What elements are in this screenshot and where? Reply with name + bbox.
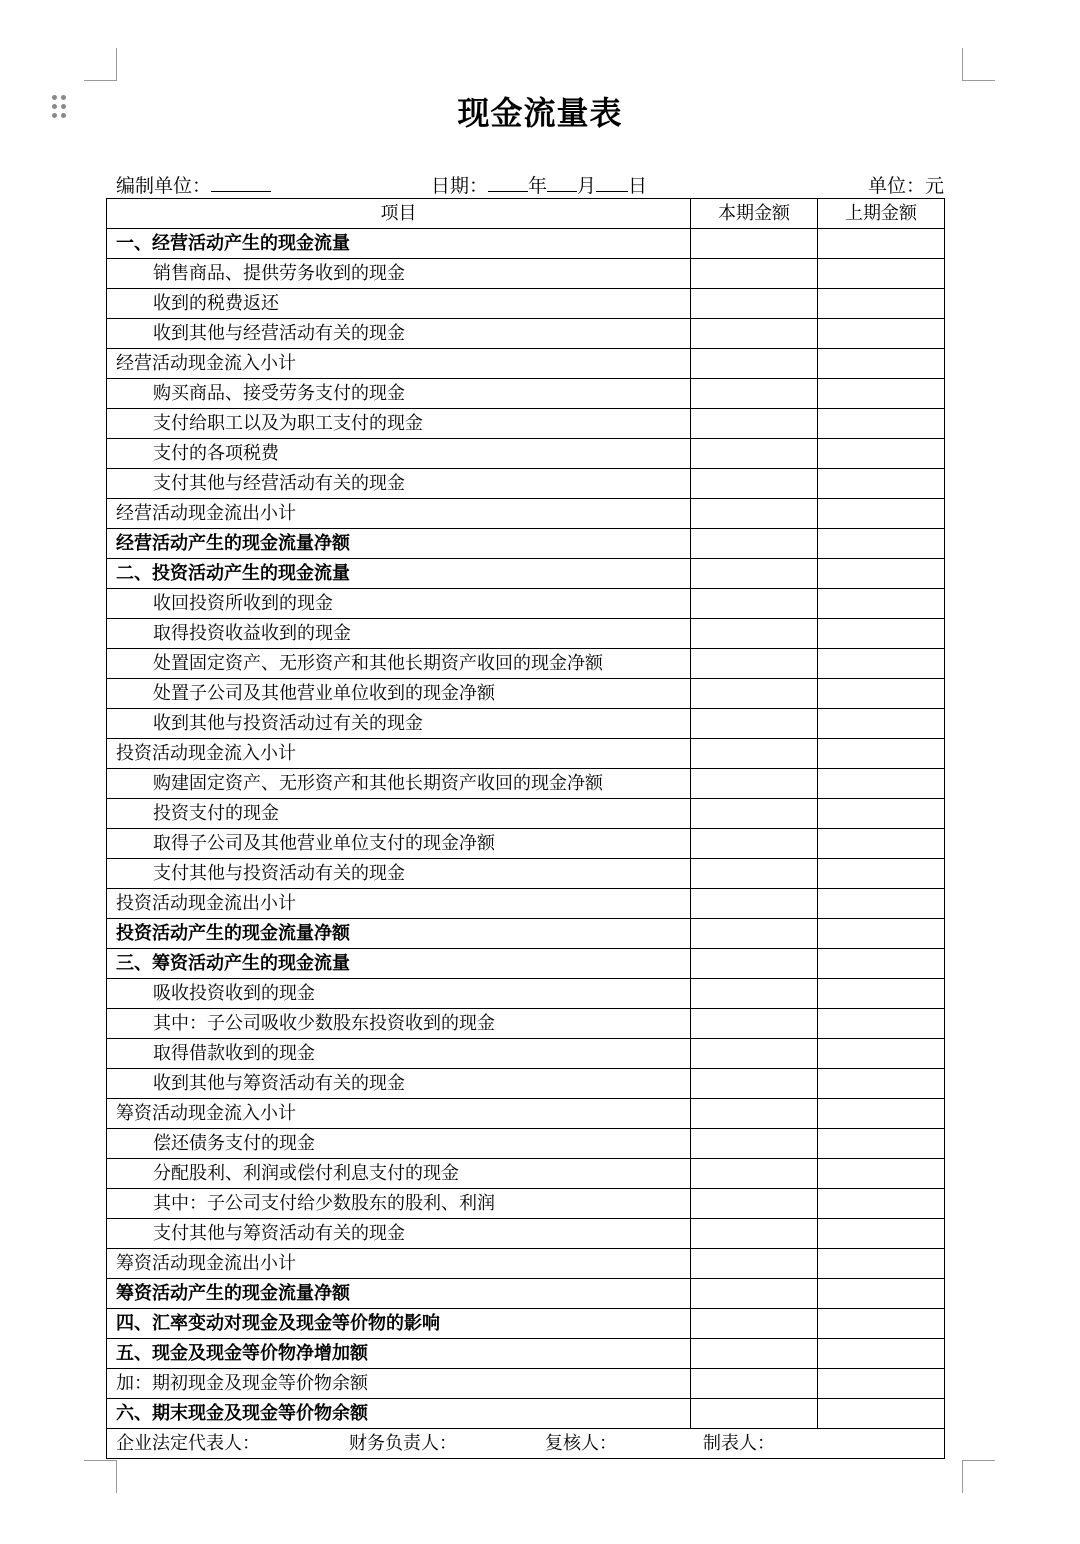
current-amount-cell[interactable] (691, 559, 818, 589)
current-amount-cell[interactable] (691, 409, 818, 439)
table-row (107, 379, 945, 409)
table-row (107, 1159, 945, 1189)
preparer-label: 制表人： (703, 1433, 775, 1454)
previous-amount-cell[interactable] (818, 709, 945, 739)
row-label: 加：期初现金及现金等价物余额 (107, 1369, 691, 1399)
current-amount-cell[interactable] (691, 709, 818, 739)
table-row (107, 589, 945, 619)
table-row (107, 1009, 945, 1039)
previous-amount-cell[interactable] (818, 1189, 945, 1219)
previous-amount-cell[interactable] (818, 1339, 945, 1369)
table-row (107, 709, 945, 739)
current-amount-cell[interactable] (691, 589, 818, 619)
row-label: 筹资活动现金流入小计 (107, 1099, 691, 1129)
previous-amount-cell[interactable] (818, 379, 945, 409)
previous-amount-cell[interactable] (818, 529, 945, 559)
current-amount-cell[interactable] (691, 1009, 818, 1039)
row-label: 销售商品、提供劳务收到的现金 (107, 259, 691, 289)
table-row (107, 349, 945, 379)
previous-amount-cell[interactable] (818, 589, 945, 619)
previous-amount-cell[interactable] (818, 1369, 945, 1399)
current-amount-cell[interactable] (691, 859, 818, 889)
row-label: 三、筹资活动产生的现金流量 (107, 949, 691, 979)
previous-amount-cell[interactable] (818, 799, 945, 829)
row-label: 支付的各项税费 (107, 439, 691, 469)
row-label: 筹资活动产生的现金流量净额 (107, 1279, 691, 1309)
row-label: 购买商品、接受劳务支付的现金 (107, 379, 691, 409)
current-amount-cell[interactable] (691, 469, 818, 499)
previous-amount-cell[interactable] (818, 1279, 945, 1309)
table-row (107, 1369, 945, 1399)
cash-flow-table (106, 198, 945, 1459)
row-label: 偿还债务支付的现金 (107, 1129, 691, 1159)
row-label: 六、期末现金及现金等价物余额 (107, 1399, 691, 1429)
previous-amount-cell[interactable] (818, 1399, 945, 1429)
current-amount-cell[interactable] (691, 649, 818, 679)
page-corner-mark (84, 48, 117, 81)
previous-amount-cell[interactable] (818, 1129, 945, 1159)
finance-head-label: 财务负责人： (349, 1433, 457, 1454)
page-corner-mark (962, 48, 995, 81)
current-amount-cell[interactable] (691, 529, 818, 559)
table-row (107, 769, 945, 799)
previous-amount-cell[interactable] (818, 949, 945, 979)
current-amount-cell[interactable] (691, 769, 818, 799)
legal-representative-label: 企业法定代表人： (116, 1433, 260, 1454)
previous-amount-cell[interactable] (818, 469, 945, 499)
current-amount-cell[interactable] (691, 889, 818, 919)
table-row (107, 649, 945, 679)
current-amount-cell[interactable] (691, 799, 818, 829)
row-label: 购建固定资产、无形资产和其他长期资产收回的现金净额 (107, 769, 691, 799)
current-amount-cell[interactable] (691, 1039, 818, 1069)
table-row (107, 799, 945, 829)
previous-amount-cell[interactable] (818, 499, 945, 529)
current-amount-cell[interactable] (691, 979, 818, 1009)
month-blank[interactable] (547, 173, 577, 192)
row-label: 投资活动产生的现金流量净额 (107, 919, 691, 949)
currency-unit: 单位：元 (868, 175, 945, 197)
table-row (107, 409, 945, 439)
row-label: 一、经营活动产生的现金流量 (107, 229, 691, 259)
previous-amount-cell[interactable] (818, 1069, 945, 1099)
current-amount-cell[interactable] (691, 319, 818, 349)
row-label: 吸收投资收到的现金 (107, 979, 691, 1009)
current-amount-cell[interactable] (691, 499, 818, 529)
row-label: 分配股利、利润或偿付利息支付的现金 (107, 1159, 691, 1189)
row-label: 投资支付的现金 (107, 799, 691, 829)
previous-amount-cell[interactable] (818, 559, 945, 589)
previous-amount-cell[interactable] (818, 769, 945, 799)
current-amount-cell[interactable] (691, 1129, 818, 1159)
table-row (107, 919, 945, 949)
previous-amount-cell[interactable] (818, 1219, 945, 1249)
month-label: 月 (577, 175, 597, 197)
prepared-by-label: 编制单位： (116, 175, 212, 197)
previous-amount-cell[interactable] (818, 979, 945, 1009)
previous-amount-cell[interactable] (818, 919, 945, 949)
table-header-row (107, 199, 945, 229)
previous-amount-cell[interactable] (818, 1039, 945, 1069)
previous-amount-cell[interactable] (818, 349, 945, 379)
current-amount-cell[interactable] (691, 1339, 818, 1369)
table-row (107, 1189, 945, 1219)
current-amount-cell[interactable] (691, 349, 818, 379)
current-amount-cell[interactable] (691, 1189, 818, 1219)
previous-amount-cell[interactable] (818, 1099, 945, 1129)
current-amount-cell[interactable] (691, 1279, 818, 1309)
year-label: 年 (528, 175, 548, 197)
table-row (107, 289, 945, 319)
table-row (107, 439, 945, 469)
table-row (107, 949, 945, 979)
previous-amount-cell[interactable] (818, 229, 945, 259)
row-label: 投资活动现金流出小计 (107, 889, 691, 919)
previous-amount-cell[interactable] (818, 1009, 945, 1039)
row-label: 筹资活动现金流出小计 (107, 1249, 691, 1279)
row-label: 支付其他与经营活动有关的现金 (107, 469, 691, 499)
table-row (107, 679, 945, 709)
table-row (107, 1039, 945, 1069)
table-row (107, 859, 945, 889)
row-label: 经营活动现金流入小计 (107, 349, 691, 379)
current-amount-cell[interactable] (691, 829, 818, 859)
prepared-by-field (116, 171, 271, 198)
table-row (107, 979, 945, 1009)
signature-row (107, 1429, 945, 1459)
page-title: 现金流量表 (457, 94, 623, 132)
row-label: 收到其他与经营活动有关的现金 (107, 319, 691, 349)
current-amount-cell[interactable] (691, 1369, 818, 1399)
table-row (107, 319, 945, 349)
current-amount-cell[interactable] (691, 739, 818, 769)
prepared-by-blank[interactable] (211, 173, 271, 192)
row-label: 收到的税费返还 (107, 289, 691, 319)
row-label: 投资活动现金流入小计 (107, 739, 691, 769)
current-amount-cell[interactable] (691, 289, 818, 319)
day-label: 日 (628, 175, 648, 197)
current-amount-cell[interactable] (691, 679, 818, 709)
previous-amount-cell[interactable] (818, 859, 945, 889)
previous-amount-cell[interactable] (818, 259, 945, 289)
signature-cell (107, 1429, 945, 1459)
date-label: 日期： (431, 175, 489, 197)
table-row (107, 619, 945, 649)
row-label: 其中：子公司吸收少数股东投资收到的现金 (107, 1009, 691, 1039)
current-amount-cell[interactable] (691, 619, 818, 649)
current-amount-cell[interactable] (691, 919, 818, 949)
table-row (107, 529, 945, 559)
previous-amount-cell[interactable] (818, 619, 945, 649)
year-blank[interactable] (488, 173, 528, 192)
column-header-item: 项目 (107, 199, 691, 229)
row-label: 其中：子公司支付给少数股东的股利、利润 (107, 1189, 691, 1219)
table-row (107, 829, 945, 859)
table-row (107, 559, 945, 589)
table-row (107, 469, 945, 499)
row-label: 取得投资收益收到的现金 (107, 619, 691, 649)
previous-amount-cell[interactable] (818, 319, 945, 349)
row-label: 取得借款收到的现金 (107, 1039, 691, 1069)
table-row (107, 1069, 945, 1099)
row-label: 支付给职工以及为职工支付的现金 (107, 409, 691, 439)
previous-amount-cell[interactable] (818, 649, 945, 679)
current-amount-cell[interactable] (691, 1159, 818, 1189)
table-row (107, 1399, 945, 1429)
row-label: 经营活动现金流出小计 (107, 499, 691, 529)
previous-amount-cell[interactable] (818, 289, 945, 319)
table-row (107, 1099, 945, 1129)
table-row (107, 1309, 945, 1339)
row-label: 收回投资所收到的现金 (107, 589, 691, 619)
previous-amount-cell[interactable] (818, 829, 945, 859)
table-row (107, 229, 945, 259)
row-label: 处置固定资产、无形资产和其他长期资产收回的现金净额 (107, 649, 691, 679)
table-row (107, 1219, 945, 1249)
current-amount-cell[interactable] (691, 379, 818, 409)
previous-amount-cell[interactable] (818, 1249, 945, 1279)
current-amount-cell[interactable] (691, 1249, 818, 1279)
current-amount-cell[interactable] (691, 1099, 818, 1129)
current-amount-cell[interactable] (691, 259, 818, 289)
row-label: 收到其他与投资活动过有关的现金 (107, 709, 691, 739)
previous-amount-cell[interactable] (818, 739, 945, 769)
column-header-previous-period: 上期金额 (818, 199, 945, 229)
row-label: 收到其他与筹资活动有关的现金 (107, 1069, 691, 1099)
page-corner-mark (962, 1460, 995, 1493)
current-amount-cell[interactable] (691, 1219, 818, 1249)
current-amount-cell[interactable] (691, 229, 818, 259)
day-blank[interactable] (596, 173, 628, 192)
previous-amount-cell[interactable] (818, 889, 945, 919)
table-row (107, 1279, 945, 1309)
page-corner-mark (84, 1460, 117, 1493)
table-row (107, 1339, 945, 1369)
table-row (107, 889, 945, 919)
current-amount-cell[interactable] (691, 949, 818, 979)
row-label: 取得子公司及其他营业单位支付的现金净额 (107, 829, 691, 859)
table-row (107, 499, 945, 529)
date-field (431, 171, 647, 198)
previous-amount-cell[interactable] (818, 409, 945, 439)
row-label: 经营活动产生的现金流量净额 (107, 529, 691, 559)
current-amount-cell[interactable] (691, 1399, 818, 1429)
row-label: 支付其他与筹资活动有关的现金 (107, 1219, 691, 1249)
current-amount-cell[interactable] (691, 1069, 818, 1099)
previous-amount-cell[interactable] (818, 439, 945, 469)
current-amount-cell[interactable] (691, 439, 818, 469)
row-label: 处置子公司及其他营业单位收到的现金净额 (107, 679, 691, 709)
table-row (107, 259, 945, 289)
table-row (107, 1249, 945, 1279)
row-label: 支付其他与投资活动有关的现金 (107, 859, 691, 889)
previous-amount-cell[interactable] (818, 679, 945, 709)
previous-amount-cell[interactable] (818, 1309, 945, 1339)
row-label: 五、现金及现金等价物净增加额 (107, 1339, 691, 1369)
table-row (107, 739, 945, 769)
previous-amount-cell[interactable] (818, 1159, 945, 1189)
current-amount-cell[interactable] (691, 1309, 818, 1339)
reviewer-label: 复核人： (545, 1433, 617, 1454)
row-label: 二、投资活动产生的现金流量 (107, 559, 691, 589)
column-header-current-period: 本期金额 (691, 199, 818, 229)
row-label: 四、汇率变动对现金及现金等价物的影响 (107, 1309, 691, 1339)
table-row (107, 1129, 945, 1159)
